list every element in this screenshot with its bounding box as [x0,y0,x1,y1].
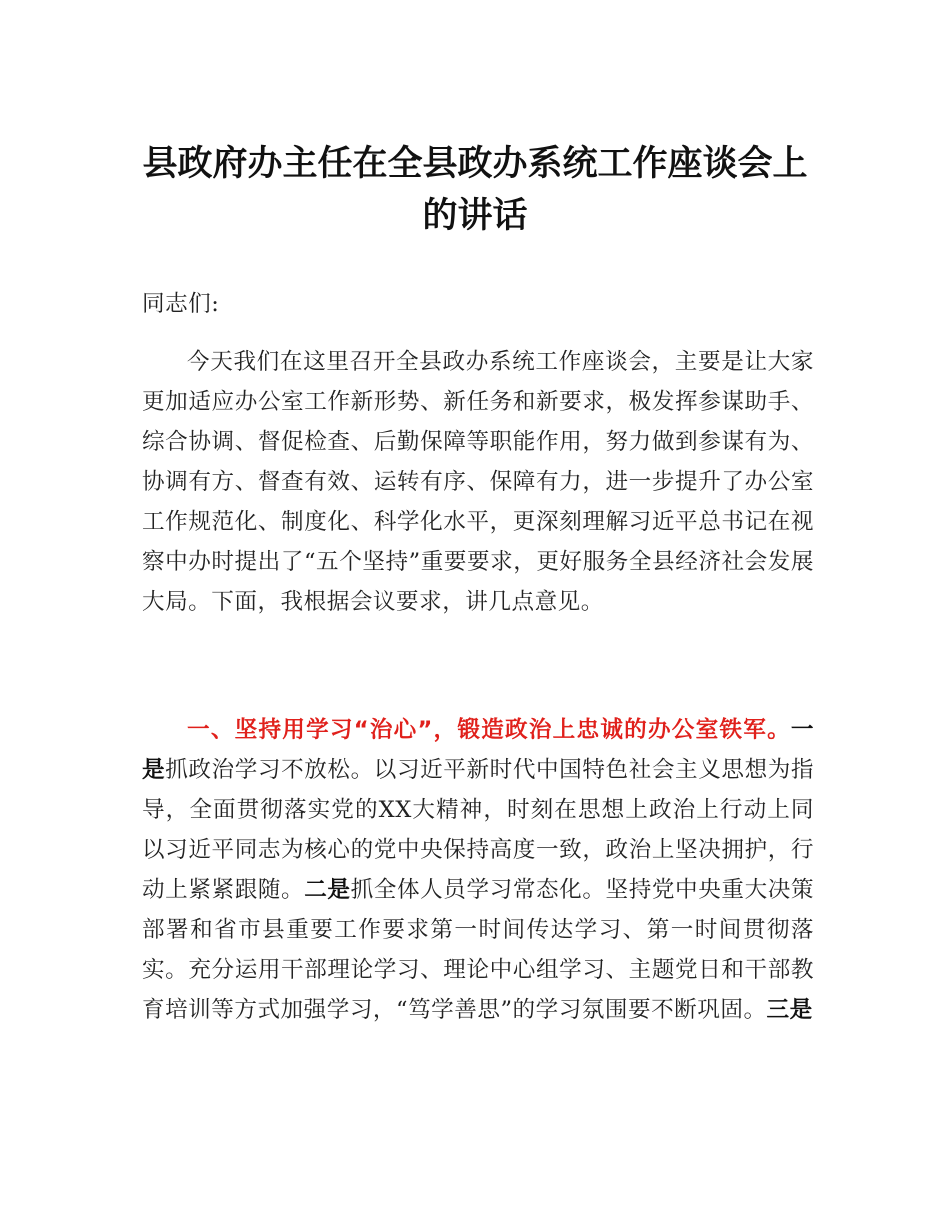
point-2-marker: 二是 [304,877,351,903]
point-1-marker: 一是 [142,717,814,783]
intro-paragraph: 今天我们在这里召开全县政办系统工作座谈会，主要是让大家更加适应办公室工作新形势、新任务和新要求，极发挥参谋助手、综合协调、督促检查、后勤保障等职能作用，努力做到参谋有为、协调有方、督查有效、运转有序、保障有力，进一步提升了办公室工作规范化、制度化、科学化水平，更深刻理解习近平总书记在视察中办时提出了“五个坚持”重要要求，更好服务全县经济社会发展大局。下面，我根据会议要求，讲几点意见。 [142,349,814,615]
point-3-marker: 三是 [766,997,813,1023]
salutation: 同志们: [142,291,220,317]
point-2-text: 抓全体人员学习常态化。坚持党中央重大决策部署和省市县重要工作要求第一时间传达学习、第一时间贯彻落实。充分运用干部理论学习、理论中心组学习、主题党日和干部教育培训等方式加强学习，“笃学善思”的学习氛围要不断巩固。 [142,877,815,1023]
title-line-1: 县政府办主任在全县政办系统工作座谈会上 [142,143,808,184]
section-1-heading: 一、坚持用学习“治心”，锻造政治上忠诚的办公室铁军。 [187,717,791,743]
section-1-paragraph [142,710,814,1030]
document-title [100,138,850,242]
point-1-text: 抓政治学习不放松。以习近平新时代中国特色社会主义思想为指导，全面贯彻落实党的XX大精神，时刻在思想上政治上行动上同以习近平同志为核心的党中央保持高度一致，政治上坚决拥护，行动上紧紧跟随。 [142,757,815,903]
title-line-2: 的讲话 [422,195,528,236]
